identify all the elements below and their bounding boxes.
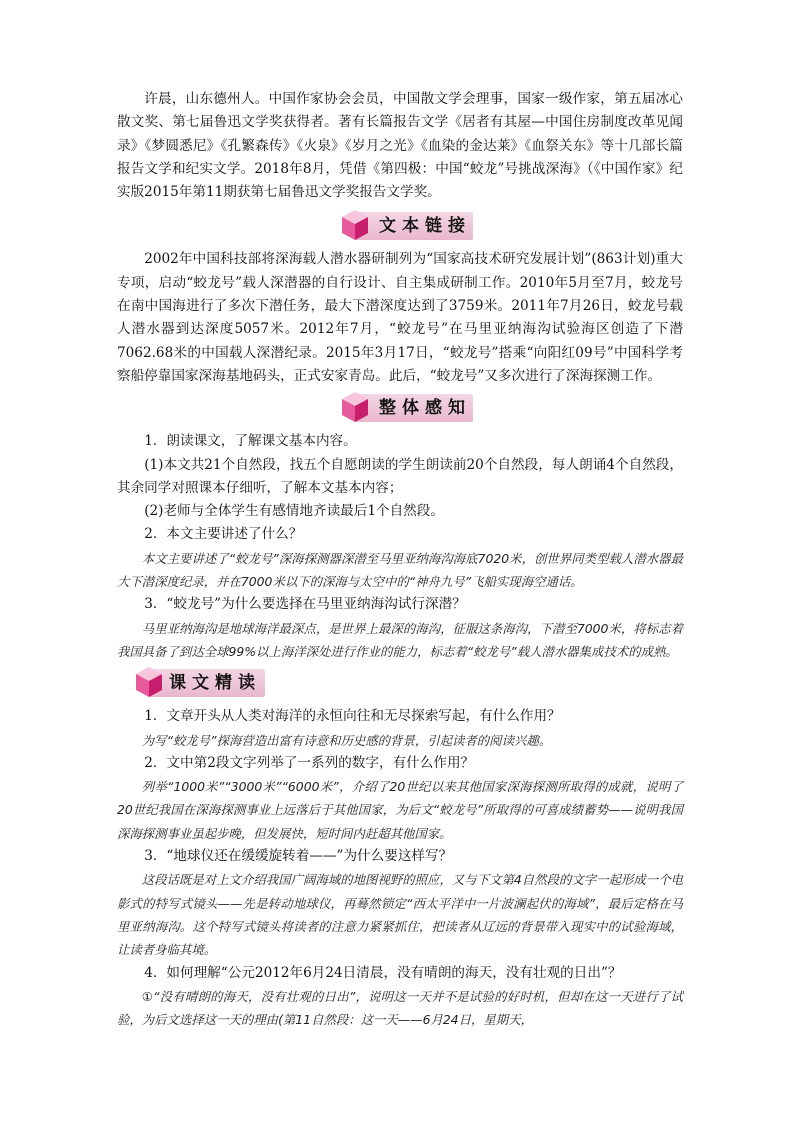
- section-title: 文本链接: [379, 216, 471, 237]
- section-heading-reading: [117, 667, 683, 701]
- answer-text: 为写“蛟龙号”探海营造出富有诗意和历史感的背景，引起读者的阅读兴趣。: [141, 732, 552, 748]
- link-body: 2002年中国科技部将深海载人潜水器研制列为“国家高技术研究发展计划”(863计划)重大专项，启动“蛟龙号”载人深潜器的自行设计、自主集成研制工作。2010年5月至7月，蛟龙号在南中国海进行了多次下潜任务，最大下潜深度达到了3759米。2011年7月26日，蛟龙号载人潜水器到达深度5057米。2012年7月，“蛟龙号”在马里亚纳海沟试验海区创造了下潜7062.68米的中国载人深潜纪录。2015年3月17日，“蛟龙号”搭乘“向阳红09号”中国科学考察船停靠国家深海基地码头，正式安家青岛。此后，“蛟龙号”又多次进行了深海探测工作。: [117, 251, 683, 384]
- question: 3．“蛟龙号”为什么要选择在马里亚纳海沟试行深潜？: [144, 596, 466, 613]
- answer-text: (1)本文共21个自然段，找五个自愿朗读的学生朗读前20个自然段，每人朗诵4个自然段，其余同学对照课本仔细听，了解本文基本内容；: [117, 456, 683, 496]
- answer-text: ①“没有晴朗的海天，没有壮观的日出”，说明这一天并不是试验的好时机，但却在这一天进行了试验，为后文选择这一天的理由(第11自然段：这一天——6月24日，星期天，: [117, 988, 683, 1028]
- content-column: [117, 88, 683, 1031]
- answer-text: 列举“1000米”“3000米”“6000米”，介绍了20世纪以来其他国家深海探测所取得的成就，说明了20世纪我国在深海探测事业上远落后于其他国家，为后文“蛟龙号”所取得的可喜成绩蓄势——说明我国深海探测事业虽起步晚，但发展快，短时间内赶超其他国家。: [117, 779, 683, 841]
- question: 2．文中第2段文字列举了一系列的数字，有什么作用？: [144, 754, 475, 771]
- answer-text: 马里亚纳海沟是地球海洋最深点，是世界上最深的海沟，征服这条海沟，下潜至7000米，将标志着我国具备了到达全球99%以上海洋深处进行作业的能力，标志着“蛟龙号”载人潜水器集成技术的成熟。: [117, 620, 683, 659]
- question: 3．“地球仪还在缓缓旋转着——”为什么要这样写？: [144, 848, 453, 865]
- section-heading-overview: [117, 392, 683, 426]
- question: 4．如何理解“公元2012年6月24日清晨，没有晴朗的海天，没有壮观的日出”？: [144, 964, 622, 981]
- answer-text: 这段话既是对上文介绍我国广阔海域的地图视野的照应，又与下文第4自然段的文字一起形成一个电影式的特写式镜头——先是转动地球仪，再蓦然锁定“西太平洋中一片波澜起伏的海域”，最后定格在马里亚纳海沟。这个特写式镜头将读者的注意力紧紧抓住，把读者从辽远的背景带入现实中的试验海域，让读者身临其境。: [117, 872, 683, 958]
- pink-cube-icon: [135, 665, 163, 699]
- question: 2．本文主要讲述了什么？: [144, 526, 303, 543]
- answer-text: 本文主要讲述了“蛟龙号”深海探测器深潜至马里亚纳海沟海底7020米，创世界同类型载人潜水器最大下潜深度纪录，并在7000米以下的深海与太空中的“神舟九号”飞船实现海空通话。: [117, 550, 683, 590]
- question: 1．朗读课文，了解课文基本内容。: [144, 433, 357, 450]
- section-title: 整体感知: [379, 398, 471, 419]
- section-heading-link: [117, 210, 683, 244]
- author-bio: 许晨，山东德州人。中国作家协会会员，中国散文学会理事，国家一级作家，第五届冰心散文奖、第七届鲁迅文学奖获得者。著有长篇报告文学《居者有其屋—中国住房制度改革见闻录》《梦圆悉尼》《孔繁森传》《火泉》《岁月之光》《血染的金达莱》《血祭关东》等十几部长篇报告文学和纪实文学。2018年8月，凭借《第四极：中国“蛟龙”号挑战深海》（《中国作家》纪实版2015年第11期获第七届鲁迅文学奖报告文学奖。: [117, 91, 683, 201]
- pink-cube-icon: [341, 208, 369, 242]
- question: 1．文章开头从人类对海洋的永恒向往和无尽探索写起，有什么作用？: [144, 708, 561, 725]
- pink-cube-icon: [341, 390, 369, 424]
- answer-text: (2)老师与全体学生有感情地齐读最后1个自然段。: [144, 503, 444, 520]
- section-title: 课文精读: [169, 673, 261, 694]
